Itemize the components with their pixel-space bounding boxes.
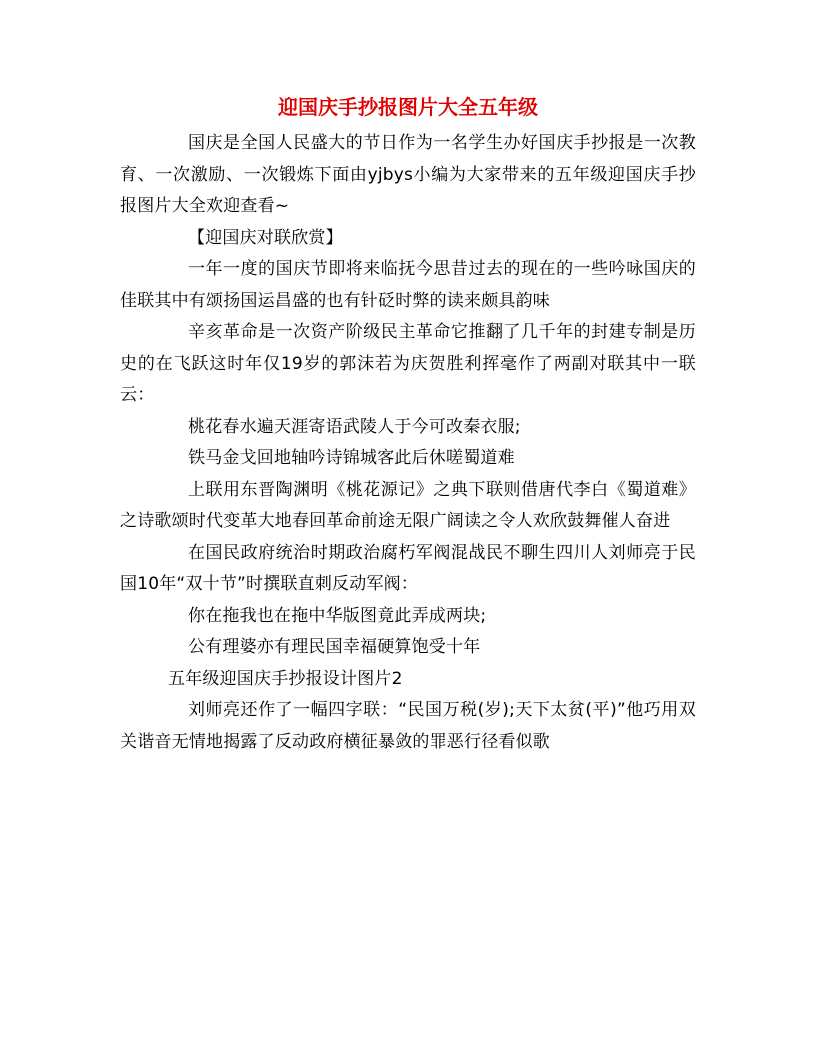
section-heading-couplets: 【迎国庆对联欣赏】 [188,227,343,248]
paragraph-four-char-couplet: 刘师亮还作了一幅四字联：“民国万税(岁);天下太贫(平)”他巧用双关谐音无情地揭露了反动政府横征暴敛的罪恶行径看似歌 [120,700,696,752]
document-title: 迎国庆手抄报图片大全五年级 [278,95,538,119]
couplet-line-4: 公有理婆亦有理民国幸福硬算饱受十年 [188,637,481,657]
paragraph-national-day: 一年一度的国庆节即将来临抚今思昔过去的现在的一些吟咏国庆的佳联其中有颂扬国运昌盛的也有针砭时弊的读来颇具韵味 [120,259,696,311]
couplet-line-1: 桃花春水遍天涯寄语武陵人于今可改秦衣服; [188,416,521,437]
paragraph-couplet-explanation: 上联用东晋陶渊明《桃花源记》之典下联则借唐代李白《蜀道难》之诗歌颂时代变革大地春回革命前途无限广阔读之令人欢欣鼓舞催人奋进 [120,479,696,531]
document-page [120,92,696,758]
paragraph-intro: 国庆是全国人民盛大的节日作为一名学生办好国庆手抄报是一次教育、一次激励、一次锻炼下面由yjbys小编为大家带来的五年级迎国庆手抄报图片大全欢迎查看~ [120,133,696,216]
section-heading-design: 五年级迎国庆手抄报设计图片2 [168,668,403,689]
couplet-line-2: 铁马金戈回地轴吟诗锦城客此后休嗟蜀道难 [188,448,515,468]
paragraph-liu-shiliang: 在国民政府统治时期政治腐朽军阀混战民不聊生四川人刘师亮于民国10年“双十节”时撰联直刺反动军阀： [120,542,696,594]
paragraph-xinhai: 辛亥革命是一次资产阶级民主革命它推翻了几千年的封建专制是历史的在飞跃这时年仅19岁的郭沫若为庆贺胜利挥毫作了两副对联其中一联云： [120,322,696,405]
couplet-line-3: 你在拖我也在拖中华版图竟此弄成两块; [188,605,487,626]
